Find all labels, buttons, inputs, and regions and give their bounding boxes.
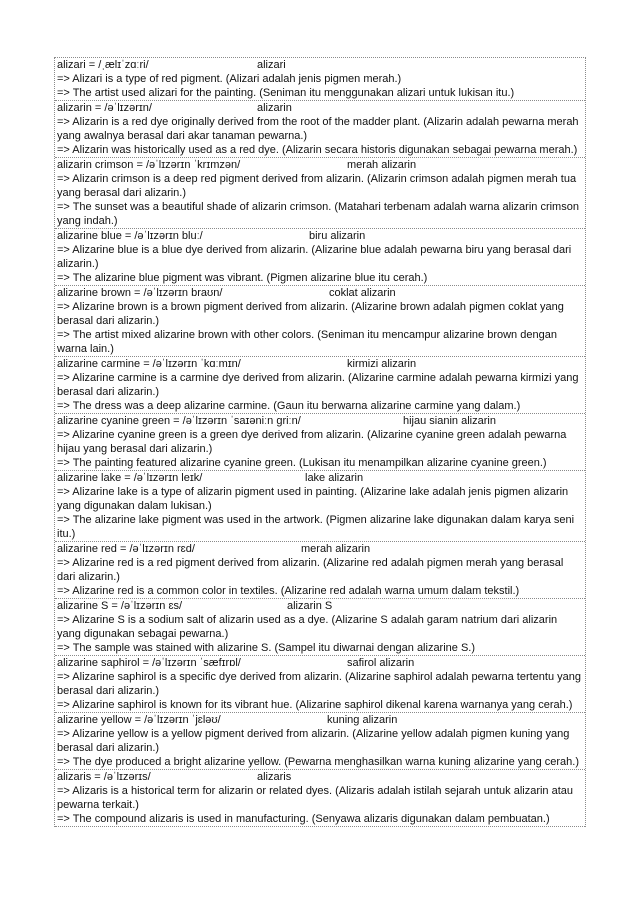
entry-word: alizarine saphirol = /əˈlɪzərɪn ˈsæfɪrɒl/ (57, 657, 241, 669)
entry-translation: hijau sianin alizarin (403, 415, 496, 427)
entry-example: => The artist mixed alizarine brown with other colors. (Seniman itu mencampur alizarine brown dengan warna lain.) (57, 329, 557, 355)
entry-word: alizarine S = /əˈlɪzərɪn ɛs/ (57, 600, 183, 612)
entry-definition: => Alizari is a type of red pigment. (Alizari adalah jenis pigmen merah.) (57, 73, 402, 85)
entry-example: => Alizarine red is a common color in textiles. (Alizarine red adalah warna umum dalam tekstil.) (57, 585, 520, 597)
entry-translation: safirol alizarin (347, 657, 415, 669)
entry-header (57, 414, 583, 428)
entry-word: alizarine carmine = /əˈlɪzərɪn ˈkɑːmɪn/ (57, 358, 241, 370)
vocab-entry (55, 656, 585, 713)
vocab-entry (55, 58, 585, 101)
vocab-entry (55, 542, 585, 599)
entry-translation: biru alizarin (309, 230, 366, 242)
entry-header (57, 770, 583, 784)
vocab-entry (55, 471, 585, 542)
entry-header (57, 101, 583, 115)
entry-word: alizarine yellow = /əˈlɪzərɪn ˈjɛləʊ/ (57, 714, 221, 726)
entry-translation: alizarin (257, 102, 292, 114)
entry-definition: => Alizarine brown is a brown pigment derived from alizarin. (Alizarine brown adalah pigmen coklat yang berasal dari alizarin.) (57, 301, 564, 327)
entry-example: => The sample was stained with alizarine S. (Sampel itu diwarnai dengan alizarine S.) (57, 642, 476, 654)
entry-example: => The sunset was a beautiful shade of alizarin crimson. (Matahari terbenam adalah warna alizarin crimson yang indah.) (57, 201, 579, 227)
entry-example: => Alizarin was historically used as a red dye. (Alizarin secara historis digunakan sebagai pewarna merah.) (57, 144, 578, 156)
entry-definition: => Alizarine S is a sodium salt of alizarin used as a dye. (Alizarine S adalah garam natrium dari alizarin yang digunakan sebagai pewarna.) (57, 614, 558, 640)
vocab-entry (55, 414, 585, 471)
entry-header (57, 713, 583, 727)
entry-header (57, 656, 583, 670)
entry-definition: => Alizarine cyanine green is a green dye derived from alizarin. (Alizarine cyanine green adalah pewarna hijau yang berasal dari alizarin.) (57, 429, 567, 455)
entry-header (57, 229, 583, 243)
entry-translation: alizarin S (287, 600, 333, 612)
vocab-entry (55, 158, 585, 229)
entry-translation: kuning alizarin (327, 714, 398, 726)
entry-word: alizaris = /əˈlɪzərɪs/ (57, 771, 151, 783)
entry-definition: => Alizarine yellow is a yellow pigment derived from alizarin. (Alizarine yellow adalah pigmen kuning yang berasal dari alizarin.) (57, 728, 570, 754)
entry-example: => The alizarine lake pigment was used in the artwork. (Pigmen alizarine lake digunakan dalam karya seni itu.) (57, 514, 575, 540)
entry-word: alizarine cyanine green = /əˈlɪzərɪn ˈsaɪəniːn griːn/ (57, 415, 301, 427)
vocab-entry (55, 286, 585, 357)
entry-translation: merah alizarin (347, 159, 417, 171)
entry-definition: => Alizarine lake is a type of alizarin pigment used in painting. (Alizarine lake adalah jenis pigmen alizarin yang digunakan dalam lukisan.) (57, 486, 569, 512)
entry-word: alizarine blue = /əˈlɪzərɪn bluː/ (57, 230, 203, 242)
entry-header (57, 357, 583, 371)
vocabulary-table (54, 57, 586, 827)
entry-word: alizarin crimson = /əˈlɪzərɪn ˈkrɪmzən/ (57, 159, 241, 171)
entry-definition: => Alizarine blue is a blue dye derived from alizarin. (Alizarine blue adalah pewarna biru yang berasal dari alizarin.) (57, 244, 572, 270)
entry-word: alizari = /ˌælɪˈzɑːri/ (57, 59, 149, 71)
vocab-entry (55, 101, 585, 158)
entry-header (57, 599, 583, 613)
entry-translation: merah alizarin (301, 543, 371, 555)
entry-word: alizarin = /əˈlɪzərɪn/ (57, 102, 152, 114)
entry-definition: => Alizarine saphirol is a specific dye derived from alizarin. (Alizarine saphirol adalah pewarna tertentu yang berasal dari alizarin.) (57, 671, 581, 697)
entry-example: => The alizarine blue pigment was vibrant. (Pigmen alizarine blue itu cerah.) (57, 272, 428, 284)
entry-translation: coklat alizarin (329, 287, 396, 299)
entry-example: => The dress was a deep alizarine carmine. (Gaun itu berwarna alizarine carmine yang dalam.) (57, 400, 521, 412)
entry-word: alizarine brown = /əˈlɪzərɪn braʊn/ (57, 287, 223, 299)
entry-example: => The dye produced a bright alizarine yellow. (Pewarna menghasilkan warna kuning alizarine yang cerah.) (57, 756, 579, 768)
entry-word: alizarine lake = /əˈlɪzərɪn leɪk/ (57, 472, 203, 484)
entry-translation: alizaris (257, 771, 292, 783)
entry-example: => The compound alizaris is used in manufacturing. (Senyawa alizaris digunakan dalam pembuatan.) (57, 813, 550, 825)
entry-definition: => Alizarin is a red dye originally derived from the root of the madder plant. (Alizarin adalah pewarna merah yang awalnya berasal dari akar tanaman pewarna.) (57, 116, 579, 142)
entry-header (57, 158, 583, 172)
entry-example: => The artist used alizari for the painting. (Seniman itu menggunakan alizari untuk lukisan itu.) (57, 87, 515, 99)
entry-definition: => Alizarine red is a red pigment derived from alizarin. (Alizarine red adalah pigmen merah yang berasal dari alizarin.) (57, 557, 564, 583)
entry-example: => The painting featured alizarine cyanine green. (Lukisan itu menampilkan alizarine cyanine green.) (57, 457, 547, 469)
entry-header (57, 471, 583, 485)
vocab-entry (55, 713, 585, 770)
vocab-entry (55, 229, 585, 286)
entry-header (57, 542, 583, 556)
vocab-entry (55, 770, 585, 827)
vocab-entry (55, 357, 585, 414)
entry-definition: => Alizaris is a historical term for alizarin or related dyes. (Alizaris adalah istilah sejarah untuk alizarin atau pewarna terkait.) (57, 785, 574, 811)
vocab-entry (55, 599, 585, 656)
entry-translation: lake alizarin (305, 472, 364, 484)
entry-definition: => Alizarine carmine is a carmine dye derived from alizarin. (Alizarine carmine adalah pewarna kirmizi yang berasal dari alizarin.) (57, 372, 579, 398)
entry-header (57, 58, 583, 72)
entry-translation: kirmizi alizarin (347, 358, 417, 370)
entry-definition: => Alizarin crimson is a deep red pigment derived from alizarin. (Alizarin crimson adalah pigmen merah tua yang berasal dari alizarin.) (57, 173, 577, 199)
entry-header (57, 286, 583, 300)
entry-word: alizarine red = /əˈlɪzərɪn rɛd/ (57, 543, 195, 555)
entry-example: => Alizarine saphirol is known for its vibrant hue. (Alizarine saphirol dikenal karena warnanya yang cerah.) (57, 699, 573, 711)
entry-translation: alizari (257, 59, 286, 71)
